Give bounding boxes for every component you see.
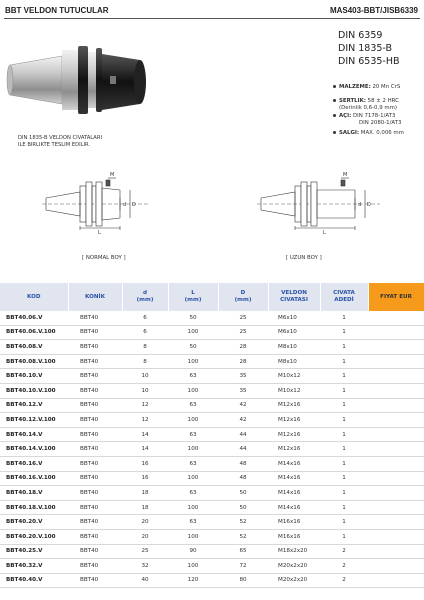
cell-civata: 1	[320, 413, 368, 428]
cell-d: 10	[122, 369, 168, 384]
spec-angle: AÇI: DIN 7178-1/AT3 DIN 2080-1/AT3	[333, 113, 423, 126]
cell-veldon: M14x16	[268, 500, 320, 515]
cell-civata: 1	[320, 500, 368, 515]
cell-veldon: M16x16	[268, 529, 320, 544]
cell-L: 63	[168, 456, 218, 471]
cell-civata: 1	[320, 442, 368, 457]
cell-fiyat	[368, 311, 424, 325]
spec-hardness: SERTLIK: 58 ± 2 HRC (Derinlik 0,6-0,9 mm)	[333, 98, 423, 111]
cell-d: 32	[122, 559, 168, 574]
col-header-D: D (mm)	[218, 283, 268, 311]
table-row	[0, 398, 424, 413]
cell-L: 63	[168, 515, 218, 530]
cell-D: 72	[218, 559, 268, 574]
cell-veldon: M12x16	[268, 413, 320, 428]
cell-konik: BBT40	[68, 442, 122, 457]
cell-veldon: M20x2x20	[268, 559, 320, 574]
cell-D: 35	[218, 369, 268, 384]
cell-fiyat	[368, 398, 424, 413]
cell-fiyat	[368, 559, 424, 574]
table-row	[0, 369, 424, 384]
cell-d: 25	[122, 544, 168, 559]
cell-D: 28	[218, 340, 268, 355]
product-table	[0, 283, 424, 588]
cell-fiyat	[368, 442, 424, 457]
cell-d: 40	[122, 573, 168, 588]
col-header-L: L (mm)	[168, 283, 218, 311]
cell-fiyat	[368, 354, 424, 369]
cell-d: 10	[122, 383, 168, 398]
cell-konik: BBT40	[68, 311, 122, 325]
cell-d: 16	[122, 456, 168, 471]
cell-konik: BBT40	[68, 369, 122, 384]
cell-civata: 2	[320, 544, 368, 559]
cell-kod: BBT40.06.V.100	[0, 325, 68, 340]
drawing-long-length	[255, 168, 385, 248]
table-row	[0, 544, 424, 559]
cell-veldon: M14x16	[268, 486, 320, 501]
cell-fiyat	[368, 486, 424, 501]
header-divider	[4, 18, 420, 19]
cell-L: 100	[168, 529, 218, 544]
cell-civata: 1	[320, 427, 368, 442]
cell-L: 100	[168, 500, 218, 515]
cell-fiyat	[368, 573, 424, 588]
cell-d: 6	[122, 311, 168, 325]
cell-veldon: M8x10	[268, 340, 320, 355]
cell-L: 63	[168, 369, 218, 384]
cell-fiyat	[368, 471, 424, 486]
cell-veldon: M20x2x20	[268, 573, 320, 588]
cell-veldon: M12x16	[268, 427, 320, 442]
dim-label-D: D	[367, 202, 371, 208]
cell-veldon: M10x12	[268, 383, 320, 398]
cell-D: 52	[218, 515, 268, 530]
dim-label-L: L	[98, 230, 101, 236]
cell-L: 100	[168, 325, 218, 340]
cell-konik: BBT40	[68, 427, 122, 442]
cell-L: 100	[168, 471, 218, 486]
dim-label-D: D	[132, 202, 136, 208]
cell-fiyat	[368, 383, 424, 398]
cell-D: 80	[218, 573, 268, 588]
caption-normal: [ NORMAL BOY ]	[82, 255, 126, 261]
cell-fiyat	[368, 515, 424, 530]
cell-veldon: M16x16	[268, 515, 320, 530]
cell-fiyat	[368, 427, 424, 442]
table-row	[0, 500, 424, 515]
cell-D: 25	[218, 325, 268, 340]
dim-label-M: M	[343, 172, 348, 178]
table-row	[0, 354, 424, 369]
cell-D: 48	[218, 471, 268, 486]
cell-civata: 2	[320, 573, 368, 588]
cell-veldon: M12x16	[268, 398, 320, 413]
cell-L: 63	[168, 486, 218, 501]
table-row	[0, 442, 424, 457]
cell-konik: BBT40	[68, 529, 122, 544]
caption-long: [ UZUN BOY ]	[286, 255, 322, 261]
cell-kod: BBT40.16.V	[0, 456, 68, 471]
cell-civata: 1	[320, 383, 368, 398]
cell-konik: BBT40	[68, 413, 122, 428]
cell-kod: BBT40.25.V	[0, 544, 68, 559]
cell-d: 12	[122, 398, 168, 413]
cell-civata: 2	[320, 559, 368, 574]
cell-d: 8	[122, 340, 168, 355]
cell-konik: BBT40	[68, 383, 122, 398]
cell-D: 50	[218, 486, 268, 501]
cell-veldon: M12x16	[268, 442, 320, 457]
cell-kod: BBT40.10.V.100	[0, 383, 68, 398]
table-row	[0, 325, 424, 340]
cell-kod: BBT40.12.V.100	[0, 413, 68, 428]
cell-konik: BBT40	[68, 471, 122, 486]
col-header-veldon: VELDON CIVATASI	[268, 283, 320, 311]
cell-D: 52	[218, 529, 268, 544]
cell-L: 63	[168, 398, 218, 413]
delivery-note: DIN 1835-B VELDON CIVATALARI ILE BIRLIKTE TESLIM EDILIR.	[18, 135, 102, 148]
cell-d: 12	[122, 413, 168, 428]
page-title: BBT VELDON TUTUCULAR	[5, 6, 109, 15]
cell-d: 8	[122, 354, 168, 369]
cell-veldon: M14x16	[268, 471, 320, 486]
table-row	[0, 529, 424, 544]
cell-kod: BBT40.14.V.100	[0, 442, 68, 457]
cell-veldon: M10x12	[268, 369, 320, 384]
cell-kod: BBT40.20.V.100	[0, 529, 68, 544]
cell-D: 42	[218, 413, 268, 428]
cell-konik: BBT40	[68, 340, 122, 355]
table-row	[0, 486, 424, 501]
cell-civata: 1	[320, 398, 368, 413]
cell-d: 20	[122, 529, 168, 544]
cell-D: 44	[218, 427, 268, 442]
table-row	[0, 340, 424, 355]
table-header-row	[0, 283, 424, 311]
standard-din6359: DIN 6359	[338, 30, 383, 41]
table-row	[0, 413, 424, 428]
cell-kod: BBT40.08.V	[0, 340, 68, 355]
cell-civata: 1	[320, 369, 368, 384]
cell-L: 50	[168, 311, 218, 325]
cell-d: 14	[122, 442, 168, 457]
cell-konik: BBT40	[68, 486, 122, 501]
table-row	[0, 515, 424, 530]
cell-d: 14	[122, 427, 168, 442]
cell-L: 63	[168, 427, 218, 442]
cell-D: 44	[218, 442, 268, 457]
cell-konik: BBT40	[68, 398, 122, 413]
cell-L: 90	[168, 544, 218, 559]
product-code: MAS403-BBT/JISB6339	[329, 6, 418, 15]
dim-label-d: d	[123, 202, 127, 208]
cell-fiyat	[368, 544, 424, 559]
col-header-fiyat: FIYAT EUR	[368, 283, 424, 311]
cell-L: 100	[168, 442, 218, 457]
cell-D: 28	[218, 354, 268, 369]
cell-fiyat	[368, 413, 424, 428]
cell-veldon: M18x2x20	[268, 544, 320, 559]
cell-kod: BBT40.18.V	[0, 486, 68, 501]
cell-konik: BBT40	[68, 544, 122, 559]
spec-material: MALZEME: 20 Mn CrS	[333, 84, 423, 91]
cell-L: 100	[168, 413, 218, 428]
cell-fiyat	[368, 529, 424, 544]
cell-D: 50	[218, 500, 268, 515]
cell-d: 18	[122, 500, 168, 515]
cell-kod: BBT40.16.V.100	[0, 471, 68, 486]
cell-civata: 1	[320, 515, 368, 530]
cell-civata: 1	[320, 486, 368, 501]
cell-L: 100	[168, 354, 218, 369]
table-row	[0, 427, 424, 442]
table-row	[0, 471, 424, 486]
cell-konik: BBT40	[68, 456, 122, 471]
cell-D: 35	[218, 383, 268, 398]
cell-civata: 1	[320, 529, 368, 544]
table-row	[0, 311, 424, 325]
cell-L: 120	[168, 573, 218, 588]
cell-fiyat	[368, 340, 424, 355]
dim-label-L: L	[323, 230, 326, 236]
cell-d: 18	[122, 486, 168, 501]
dim-label-d: d	[358, 202, 362, 208]
cell-veldon: M8x10	[268, 354, 320, 369]
table-body	[0, 311, 424, 588]
cell-kod: BBT40.08.V.100	[0, 354, 68, 369]
standard-din6535hb: DIN 6535-HB	[338, 56, 400, 67]
table-row	[0, 573, 424, 588]
cell-konik: BBT40	[68, 325, 122, 340]
cell-konik: BBT40	[68, 500, 122, 515]
cell-konik: BBT40	[68, 559, 122, 574]
col-header-konik: KONİK	[68, 283, 122, 311]
cell-kod: BBT40.14.V	[0, 427, 68, 442]
table-row	[0, 383, 424, 398]
cell-fiyat	[368, 369, 424, 384]
cell-fiyat	[368, 456, 424, 471]
cell-civata: 1	[320, 311, 368, 325]
cell-L: 100	[168, 559, 218, 574]
cell-konik: BBT40	[68, 354, 122, 369]
cell-D: 25	[218, 311, 268, 325]
cell-civata: 1	[320, 471, 368, 486]
cell-d: 16	[122, 471, 168, 486]
cell-d: 6	[122, 325, 168, 340]
cell-civata: 1	[320, 354, 368, 369]
dim-label-M: M	[110, 172, 115, 178]
col-header-d: d (mm)	[122, 283, 168, 311]
cell-civata: 1	[320, 456, 368, 471]
cell-kod: BBT40.12.V	[0, 398, 68, 413]
cell-kod: BBT40.32.V	[0, 559, 68, 574]
cell-fiyat	[368, 500, 424, 515]
cell-D: 42	[218, 398, 268, 413]
cell-D: 65	[218, 544, 268, 559]
cell-L: 50	[168, 340, 218, 355]
drawing-normal-length	[40, 168, 170, 248]
cell-veldon: M6x10	[268, 311, 320, 325]
spec-runout: SALGI: MAX. 0,006 mm	[333, 130, 423, 137]
cell-kod: BBT40.18.V.100	[0, 500, 68, 515]
cell-kod: BBT40.06.V	[0, 311, 68, 325]
cell-civata: 1	[320, 325, 368, 340]
cell-fiyat	[368, 325, 424, 340]
standard-din1835b: DIN 1835-B	[338, 43, 393, 54]
cell-civata: 1	[320, 340, 368, 355]
cell-kod: BBT40.10.V	[0, 369, 68, 384]
cell-kod: BBT40.40.V	[0, 573, 68, 588]
product-image	[0, 20, 170, 140]
cell-L: 100	[168, 383, 218, 398]
table-row	[0, 559, 424, 574]
cell-d: 20	[122, 515, 168, 530]
cell-kod: BBT40.20.V	[0, 515, 68, 530]
cell-veldon: M14x16	[268, 456, 320, 471]
cell-D: 48	[218, 456, 268, 471]
cell-konik: BBT40	[68, 515, 122, 530]
cell-veldon: M6x10	[268, 325, 320, 340]
table-row	[0, 456, 424, 471]
col-header-civata: CIVATA ADEDİ	[320, 283, 368, 311]
cell-konik: BBT40	[68, 573, 122, 588]
col-header-kod: KOD	[0, 283, 68, 311]
